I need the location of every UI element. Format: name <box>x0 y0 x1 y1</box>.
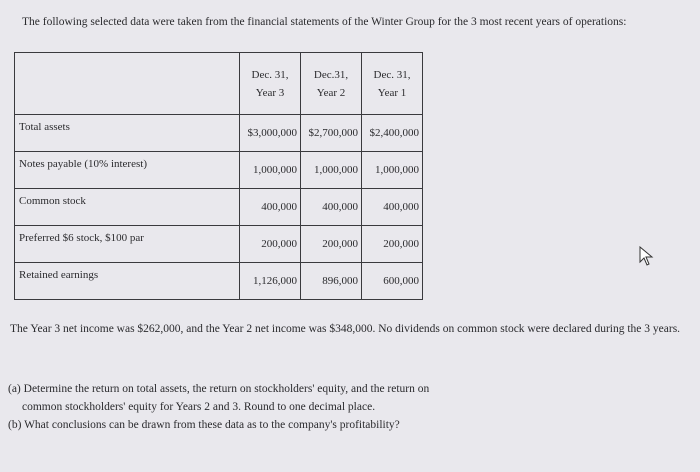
header-year-1 <box>362 53 423 115</box>
cell-value: 200,000 <box>362 226 423 263</box>
table-header-blank <box>15 53 240 115</box>
intro-text: The following selected data were taken from the financial statements of the Winter Group for the 3 most recent years of operations: <box>22 16 627 28</box>
mouse-cursor-icon <box>638 246 654 266</box>
table-row-total-assets <box>15 115 423 152</box>
header-year-3-label: Year 3 <box>255 86 285 99</box>
row-label: Preferred $6 stock, $100 par <box>15 226 240 263</box>
question-a-line1: (a) Determine the return on total assets, the return on stockholders' equity, and the return on <box>8 383 430 395</box>
table-row-common-stock <box>15 189 423 226</box>
cell-value: 600,000 <box>362 263 423 300</box>
row-label: Total assets <box>15 115 240 152</box>
question-b: (b) What conclusions can be drawn from these data as to the company's profitability? <box>8 419 400 431</box>
header-year-1-date: Dec. 31, <box>373 68 411 81</box>
cell-value: 400,000 <box>362 189 423 226</box>
financial-data-table <box>14 52 423 300</box>
cell-value: $2,700,000 <box>301 115 362 152</box>
header-year-2-date: Dec.31, <box>313 68 349 81</box>
cell-value: 1,000,000 <box>362 152 423 189</box>
cell-value: 1,126,000 <box>240 263 301 300</box>
row-label: Retained earnings <box>15 263 240 300</box>
question-a-line2: common stockholders' equity for Years 2 and 3. Round to one decimal place. <box>22 401 376 413</box>
header-year-3 <box>240 53 301 115</box>
table-row-preferred-stock <box>15 226 423 263</box>
questions-block <box>8 380 429 434</box>
header-year-2-label: Year 2 <box>316 86 346 99</box>
table-row-notes-payable <box>15 152 423 189</box>
table-row-retained-earnings <box>15 263 423 300</box>
row-label: Notes payable (10% interest) <box>15 152 240 189</box>
cell-value: 200,000 <box>240 226 301 263</box>
cell-value: $2,400,000 <box>362 115 423 152</box>
cell-value: 200,000 <box>301 226 362 263</box>
header-year-1-label: Year 1 <box>377 86 407 99</box>
header-year-2 <box>301 53 362 115</box>
cell-value: 400,000 <box>240 189 301 226</box>
cell-value: $3,000,000 <box>240 115 301 152</box>
net-income-summary: The Year 3 net income was $262,000, and the Year 2 net income was $348,000. No dividends on common stock were declared during the 3 years. <box>10 323 681 335</box>
table-header-row <box>15 53 423 115</box>
cell-value: 1,000,000 <box>240 152 301 189</box>
row-label: Common stock <box>15 189 240 226</box>
cell-value: 400,000 <box>301 189 362 226</box>
cell-value: 1,000,000 <box>301 152 362 189</box>
cell-value: 896,000 <box>301 263 362 300</box>
header-year-3-date: Dec. 31, <box>251 68 289 81</box>
